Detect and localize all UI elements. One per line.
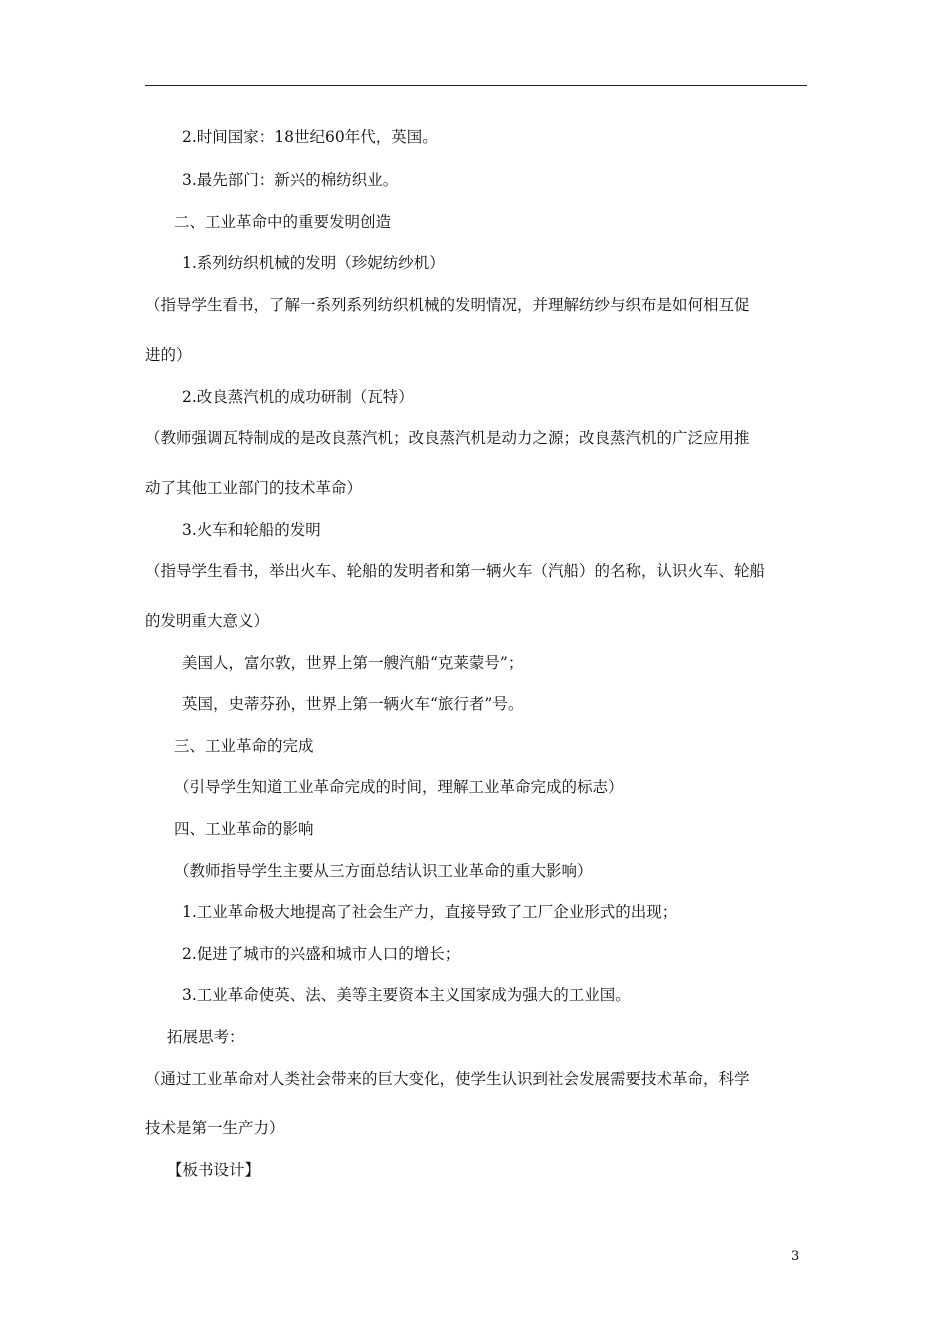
text-line: 3.最先部门：新兴的棉纺织业。 [182,171,399,189]
header-rule [145,85,807,86]
text-line: （通过工业革命对人类社会带来的巨大变化，使学生认识到社会发展需要技术革命，科学 [145,1070,750,1088]
section-heading: 二、工业革命中的重要发明创造 [174,213,392,231]
page-number: 3 [791,1249,800,1264]
text-line: 技术是第一生产力） [145,1119,285,1137]
text-line: （引导学生知道工业革命完成的时间，理解工业革命完成的标志） [174,778,624,796]
text-line: 3.工业革命使英、法、美等主要资本主义国家成为强大的工业国。 [182,986,631,1004]
text-line: 3.火车和轮船的发明 [182,521,321,539]
section-heading: 【板书设计】 [167,1161,261,1179]
text-line: 2.改良蒸汽机的成功研制（瓦特） [182,388,414,406]
text-line: 美国人，富尔敦，世界上第一艘汽船“克莱蒙号”； [182,654,524,672]
text-line: 2.时间国家：18世纪60年代，英国。 [182,128,438,146]
text-line: （指导学生看书，了解一系列系列纺织机械的发明情况，并理解纺纱与织布是如何相互促 [145,296,750,314]
text-line: 进的） [145,346,192,364]
text-line: 拓展思考： [167,1028,245,1046]
text-line: 动了其他工业部门的技术革命） [145,479,363,497]
text-line: （教师强调瓦特制成的是改良蒸汽机；改良蒸汽机是动力之源；改良蒸汽机的广泛应用推 [145,429,750,447]
text-line: （指导学生看书，举出火车、轮船的发明者和第一辆火车（汽船）的名称，认识火车、轮船 [145,562,766,580]
text-line: 的发明重大意义） [145,612,270,630]
text-line: （教师指导学生主要从三方面总结认识工业革命的重大影响） [174,862,593,880]
section-heading: 三、工业革命的完成 [174,737,314,755]
section-heading: 四、工业革命的影响 [174,820,314,838]
text-line: 1.工业革命极大地提高了社会生产力，直接导致了工厂企业形式的出现； [182,903,678,921]
text-line: 英国，史蒂芬孙，世界上第一辆火车“旅行者”号。 [182,695,524,713]
text-line: 1.系列纺织机械的发明（珍妮纺纱机） [182,254,445,272]
text-line: 2.促进了城市的兴盛和城市人口的增长； [182,945,461,963]
